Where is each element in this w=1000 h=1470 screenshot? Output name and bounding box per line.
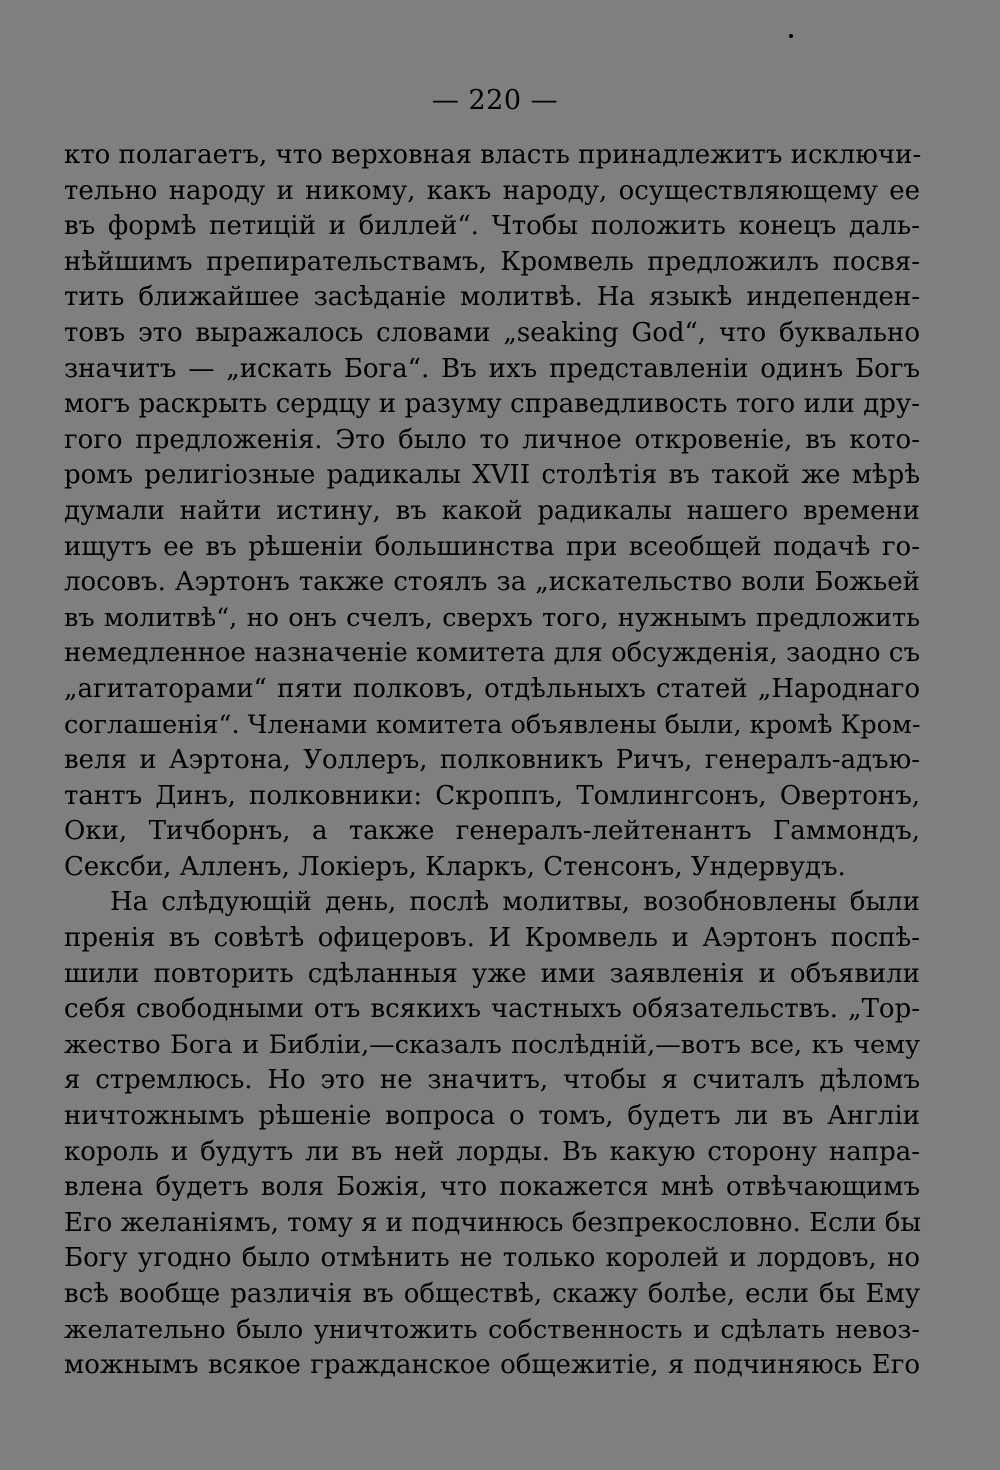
text-line: нѣйшимъ препирательствамъ, Кромвель предложилъ посвя- — [64, 246, 920, 277]
text-line: въ молитвѣ“, но онъ счелъ, сверхъ того, нужнымъ предложить — [64, 602, 920, 633]
text-line: значитъ — „искать Бога“. Въ ихъ представленіи одинъ Богъ — [64, 353, 920, 384]
text-line: можнымъ всякое гражданское общежитіе, я подчиняюсь Его — [64, 1350, 920, 1381]
text-line: могъ раскрыть сердцу и разуму справедливость того или дру- — [64, 389, 920, 420]
text-line: шили повторить сдѣланныя уже ими заявленія и объявили — [64, 958, 920, 989]
print-speck — [789, 34, 793, 38]
text-line: товъ это выражалось словами „seaking God“, что буквально — [64, 317, 920, 348]
text-line: ничтожнымъ рѣшеніе вопроса о томъ, будетъ ли въ Англіи — [64, 1101, 920, 1132]
paragraph-1 — [64, 138, 920, 885]
text-line: веля и Аэртона, Уоллеръ, полковникъ Ричъ, генералъ-адъю- — [64, 745, 920, 776]
text-line: тантъ Динъ, полковники: Скроппъ, Томлингсонъ, Овертонъ, — [64, 780, 920, 811]
text-line: въ формѣ петицій и биллей“. Чтобы положить конецъ даль- — [64, 211, 920, 242]
page-number: — 220 — — [431, 85, 559, 116]
text-line: „агитаторами“ пяти полковъ, отдѣльныхъ статей „Народнаго — [64, 673, 920, 704]
text-line: ромъ религіозные радикалы XVII столѣтія въ такой же мѣрѣ — [64, 460, 920, 491]
body-text — [64, 138, 920, 1384]
text-line: лосовъ. Аэртонъ также стоялъ за „искательство воли Божьей — [64, 567, 920, 598]
text-line: соглашенія“. Членами комитета объявлены были, кромѣ Кром- — [64, 709, 921, 740]
text-line: На слѣдующій день, послѣ молитвы, возобновлены были — [110, 887, 920, 918]
paragraph-2 — [64, 885, 920, 1383]
text-line: Сексби, Алленъ, Локіеръ, Кларкъ, Стенсонъ, Ундервудъ. — [64, 851, 846, 882]
text-line: всѣ вообще различія въ обществѣ, скажу болѣе, если бы Ему — [64, 1279, 920, 1309]
text-line: немедленное назначеніе комитета для обсужденія, заодно съ — [64, 638, 920, 669]
text-line: себя свободными отъ всякихъ частныхъ обязательствъ. „Тор- — [64, 994, 920, 1025]
text-line: жество Бога и Библіи,—сказалъ послѣдній,—вотъ все, къ чему — [64, 1029, 920, 1060]
text-line: думали найти истину, въ какой радикалы нашего времени — [64, 495, 920, 526]
text-line: влена будетъ воля Божія, что покажется мнѣ отвѣчающимъ — [64, 1172, 920, 1203]
text-line: Оки, Тичборнъ, а также генералъ-лейтенантъ Гаммондъ, — [64, 816, 920, 847]
text-line: я стремлюсь. Но это не значитъ, чтобы я считалъ дѣломъ — [64, 1065, 920, 1096]
text-line: пренія въ совѣтѣ офицеровъ. И Кромвель и Аэртонъ поспѣ- — [64, 923, 920, 954]
text-line: желательно было уничтожить собственность и сдѣлать невоз- — [64, 1314, 920, 1345]
text-line: Его желаніямъ, тому я и подчинюсь безпрекословно. Если бы — [64, 1207, 922, 1238]
text-line: гого предложенія. Это было то личное откровеніе, въ кото- — [64, 424, 920, 455]
text-line: король и будутъ ли въ ней лорды. Въ какую сторону напра- — [64, 1136, 920, 1167]
text-line: Богу угодно было отмѣнить не только королей и лордовъ, но — [64, 1243, 920, 1274]
text-line: тить ближайшее засѣданіе молитвѣ. На языкѣ индепенден- — [64, 282, 920, 313]
text-line: ищутъ ее въ рѣшеніи большинства при всеобщей подачѣ го- — [64, 531, 920, 562]
text-line: кто полагаетъ, что верховная власть принадлежитъ исключи- — [64, 140, 922, 170]
text-line: тельно народу и никому, какъ народу, осуществляющему ее — [64, 175, 920, 206]
